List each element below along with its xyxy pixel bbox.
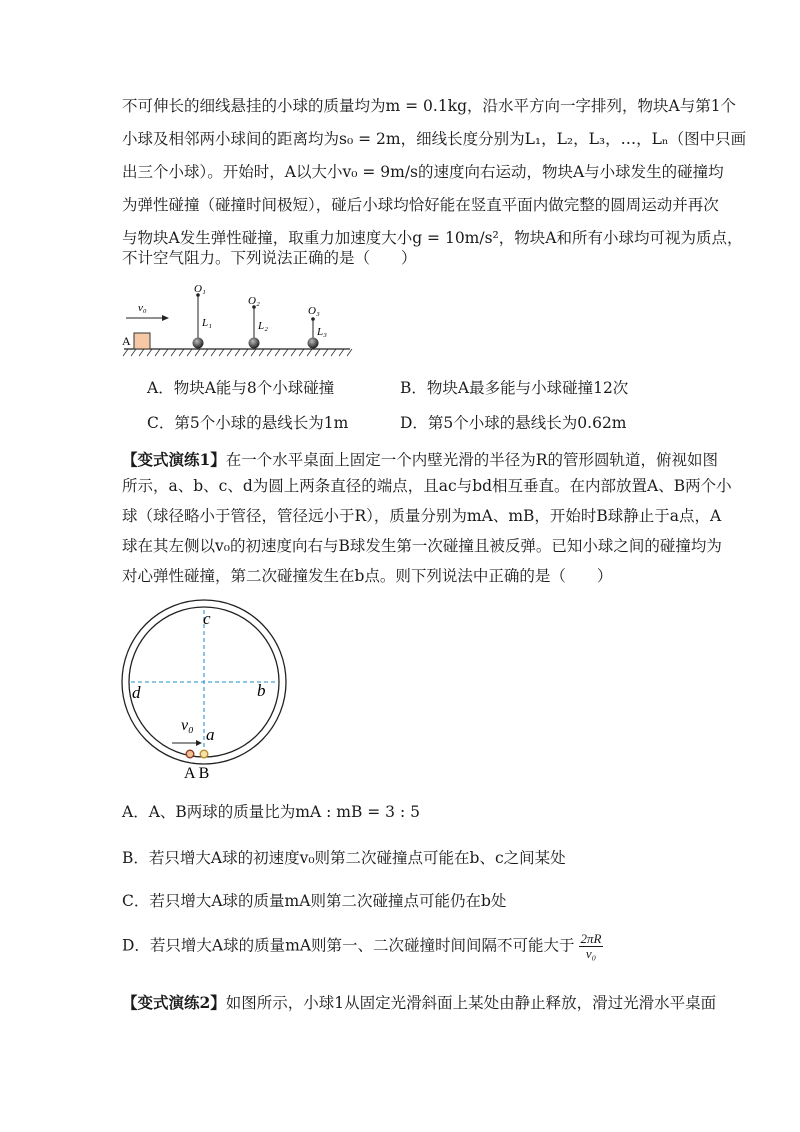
ground-hatch bbox=[123, 349, 352, 356]
velocity-arrowhead bbox=[162, 315, 169, 321]
pivot-1-label: O₁ bbox=[194, 283, 206, 295]
fraction-numerator: 2πR bbox=[580, 931, 602, 946]
p2-line-1 bbox=[122, 450, 718, 470]
p3-line-1-text: 如图所示，小球1从固定光滑斜面上某处由静止释放，滑过光滑水平桌面 bbox=[225, 994, 717, 1012]
ball-1 bbox=[193, 338, 204, 349]
block-a bbox=[134, 333, 150, 349]
p2-line-3: 球（球径略小于管径，管径远小于R），质量分别为mA、mB，开始时B球静止于a点，A bbox=[122, 507, 722, 525]
p2-line-2: 所示，a、b、c、d为圆上两条直径的端点，且ac与bd相互垂直。在内部放置A、B两个小 bbox=[122, 477, 732, 495]
p2-option-b: B．若只增大A球的初速度v₀则第二次碰撞点可能在b、c之间某处 bbox=[122, 849, 566, 867]
point-c-label: c bbox=[203, 609, 211, 628]
pivot-2-label: O₂ bbox=[248, 295, 260, 307]
p3-tag: 【变式演练2】 bbox=[122, 993, 226, 1012]
p2-option-c: C．若只增大A球的质量mA则第二次碰撞点可能仍在b处 bbox=[122, 892, 507, 910]
fraction-denominator: v₀ bbox=[585, 946, 597, 961]
p2-tag: 【变式演练1】 bbox=[122, 450, 226, 469]
point-b-label: b bbox=[257, 681, 266, 700]
balls-label: A B bbox=[184, 765, 210, 782]
ring-track-figure bbox=[118, 598, 298, 782]
p1-option-a: A．物块A能与8个小球碰撞 bbox=[147, 379, 335, 397]
p1-line-5: 与物块A发生弹性碰撞，取重力加速度大小g = 10m/s²，物块A和所有小球均可视为质点， bbox=[122, 229, 743, 247]
length-3-label: L₃ bbox=[317, 326, 327, 338]
ball-a bbox=[186, 750, 194, 758]
v0-label: v₀ bbox=[181, 717, 194, 734]
ball-3 bbox=[308, 338, 319, 349]
p2-option-d-text: D．若只增大A球的质量mA则第一、二次碰撞时间间隔不可能大于 bbox=[122, 936, 575, 955]
point-a-label: a bbox=[206, 725, 215, 744]
pendulum-figure bbox=[118, 278, 358, 360]
p2-option-a: A．A、B两球的质量比为mA : mB = 3 : 5 bbox=[122, 803, 420, 821]
p1-option-b: B．物块A最多能与小球碰撞12次 bbox=[400, 379, 629, 397]
length-2-label: L₂ bbox=[258, 320, 268, 332]
block-a-label: A bbox=[122, 334, 131, 348]
fraction-2piR-over-v0 bbox=[579, 932, 604, 961]
ball-2 bbox=[249, 338, 260, 349]
p1-line-2: 小球及相邻两小球间的距离均为s₀ = 2m，细线长度分别为L₁，L₂，L₃，…，Lₙ（图中只画 bbox=[122, 130, 747, 148]
p1-option-c: C．第5个小球的悬线长为1m bbox=[147, 414, 349, 432]
pivot-3-label: O₃ bbox=[308, 305, 320, 317]
p1-line-6: 不计空气阻力。下列说法正确的是（ ） bbox=[122, 249, 417, 267]
p1-option-d: D．第5个小球的悬线长为0.62m bbox=[400, 414, 627, 432]
p2-option-d bbox=[122, 932, 603, 961]
length-1-label: L₁ bbox=[202, 317, 212, 329]
p1-line-4: 为弹性碰撞（碰撞时间极短），碰后小球均恰好能在竖直平面内做完整的圆周运动并再次 bbox=[122, 196, 719, 214]
velocity-label: v₀ bbox=[138, 302, 147, 314]
point-d-label: d bbox=[132, 683, 141, 702]
p1-line-1: 不可伸长的细线悬挂的小球的质量均为m = 0.1kg，沿水平方向一字排列，物块A与第1个 bbox=[122, 97, 737, 115]
p2-line-5: 对心弹性碰撞，第二次碰撞发生在b点。则下列说法中正确的是（ ） bbox=[122, 567, 613, 585]
v0-arrowhead bbox=[196, 740, 202, 746]
p1-line-3: 出三个小球）。开始时，A以大小v₀ = 9m/s的速度向右运动，物块A与小球发生的碰撞均 bbox=[122, 163, 724, 181]
p3-line-1 bbox=[122, 993, 716, 1013]
p2-line-1-text: 在一个水平桌面上固定一个内壁光滑的半径为R的管形圆轨道，俯视如图 bbox=[225, 451, 718, 469]
p2-line-4: 球在其左侧以v₀的初速度向右与B球发生第一次碰撞且被反弹。已知小球之间的碰撞均为 bbox=[122, 537, 722, 555]
ball-b bbox=[200, 750, 208, 758]
